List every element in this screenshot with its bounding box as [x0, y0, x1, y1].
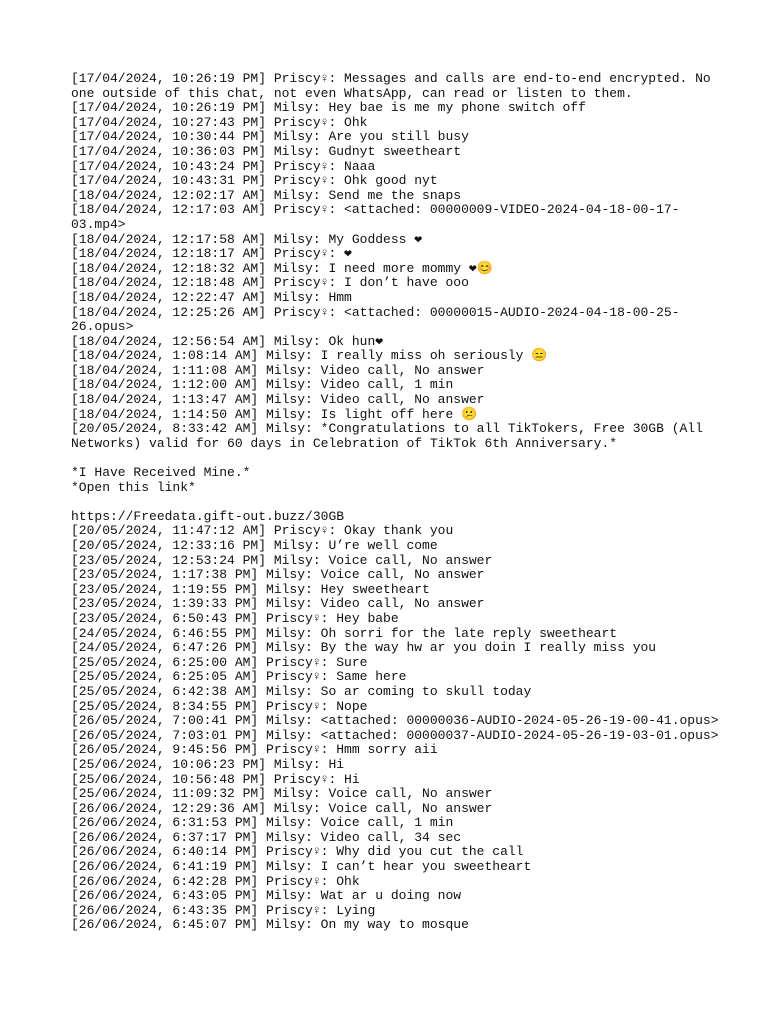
transcript-line: [18/04/2024, 1:13:47 AM] Milsy: Video call, No answer	[71, 392, 485, 408]
transcript-line: *I Have Received Mine.*	[71, 465, 251, 481]
transcript-line: [25/05/2024, 6:25:05 AM] Priscy♀: Same here	[71, 669, 407, 685]
transcript-line: [18/04/2024, 12:17:58 AM] Milsy: My Goddess ❤	[71, 231, 423, 247]
transcript-line: [20/05/2024, 11:47:12 AM] Priscy♀: Okay thank you	[71, 523, 454, 539]
transcript-line: [17/04/2024, 10:30:44 PM] Milsy: Are you still busy	[71, 129, 469, 145]
transcript-line: [18/04/2024, 12:18:48 AM] Priscy♀: I don’t have ooo	[71, 275, 469, 291]
transcript-line: [18/04/2024, 1:14:50 AM] Milsy: Is light off here 😕	[71, 406, 478, 422]
transcript-line: [26/05/2024, 7:03:01 PM] Milsy: <attached: 00000037-AUDIO-2024-05-26-19-03-01.opus>	[71, 727, 719, 743]
transcript-line: 26.opus>	[71, 319, 134, 335]
transcript-line: [23/05/2024, 6:50:43 PM] Priscy♀: Hey babe	[71, 610, 399, 626]
transcript-line: [18/04/2024, 1:11:08 AM] Milsy: Video call, No answer	[71, 362, 485, 378]
transcript-line: [18/04/2024, 1:08:14 AM] Milsy: I really miss oh seriously 😑	[71, 348, 548, 364]
transcript-line: [17/04/2024, 10:26:19 PM] Priscy♀: Messages and calls are end-to-end encrypted. No	[71, 71, 711, 86]
transcript-line: [17/04/2024, 10:27:43 PM] Priscy♀: Ohk	[71, 114, 368, 130]
transcript-line: [26/06/2024, 6:43:35 PM] Priscy♀: Lying	[71, 902, 376, 918]
transcript-line: *Open this link*	[71, 479, 196, 495]
blank-line	[71, 495, 711, 510]
transcript-line: https://Freedata.gift-out.buzz/30GB	[71, 508, 345, 524]
transcript-line: [26/06/2024, 6:42:28 PM] Priscy♀: Ohk	[71, 873, 360, 889]
transcript-line: 03.mp4>	[71, 216, 126, 232]
transcript-line: [26/06/2024, 6:40:14 PM] Priscy♀: Why did you cut the call	[71, 844, 524, 860]
transcript-line: [26/06/2024, 6:37:17 PM] Milsy: Video call, 34 sec	[71, 829, 462, 845]
transcript-line: [25/05/2024, 6:25:00 AM] Priscy♀: Sure	[71, 654, 368, 670]
transcript-line: [23/05/2024, 1:39:33 PM] Milsy: Video call, No answer	[71, 596, 485, 612]
transcript-line: [18/04/2024, 12:56:54 AM] Milsy: Ok hun❤	[71, 333, 384, 349]
transcript-line: Networks) valid for 60 days in Celebration of TikTok 6th Anniversary.*	[71, 435, 618, 451]
transcript-line: [26/06/2024, 6:31:53 PM] Milsy: Voice call, 1 min	[71, 815, 454, 831]
transcript-line: [24/05/2024, 6:46:55 PM] Milsy: Oh sorri for the late reply sweetheart	[71, 625, 618, 641]
transcript-line: [25/06/2024, 10:06:23 PM] Milsy: Hi	[71, 756, 345, 772]
transcript-line: [23/05/2024, 1:17:38 PM] Milsy: Voice call, No answer	[71, 567, 485, 583]
transcript-line: [20/05/2024, 12:33:16 PM] Milsy: U’re well come	[71, 538, 438, 553]
transcript-line: [18/04/2024, 12:18:32 AM] Milsy: I need more mommy ❤😊	[71, 260, 493, 276]
transcript-line: [25/06/2024, 11:09:32 PM] Milsy: Voice call, No answer	[71, 786, 493, 802]
transcript-line: [18/04/2024, 1:12:00 AM] Milsy: Video call, 1 min	[71, 377, 454, 393]
transcript-line: [26/06/2024, 6:45:07 PM] Milsy: On my way to mosque	[71, 917, 469, 933]
transcript-line: [17/04/2024, 10:26:19 PM] Milsy: Hey bae is me my phone switch off	[71, 100, 586, 116]
transcript-line: [18/04/2024, 12:18:17 AM] Priscy♀: ❤	[71, 246, 352, 262]
transcript-line: [25/05/2024, 8:34:55 PM] Priscy♀: Nope	[71, 698, 368, 714]
transcript-line: [20/05/2024, 8:33:42 AM] Milsy: *Congratulations to all TikTokers, Free 30GB (All	[71, 421, 703, 437]
blank-line	[71, 451, 711, 466]
transcript-line: [18/04/2024, 12:02:17 AM] Milsy: Send me the snaps	[71, 187, 462, 203]
transcript-line: [18/04/2024, 12:17:03 AM] Priscy♀: <attached: 00000009-VIDEO-2024-04-18-00-17-	[71, 202, 680, 218]
transcript-line: [26/05/2024, 9:45:56 PM] Priscy♀: Hmm sorry aii	[71, 742, 438, 758]
transcript-line: [17/04/2024, 10:36:03 PM] Milsy: Gudnyt sweetheart	[71, 143, 462, 159]
transcript-line: [25/06/2024, 10:56:48 PM] Priscy♀: Hi	[71, 771, 360, 787]
transcript-line: [23/05/2024, 12:53:24 PM] Milsy: Voice call, No answer	[71, 552, 493, 568]
transcript-line: [18/04/2024, 12:25:26 AM] Priscy♀: <attached: 00000015-AUDIO-2024-04-18-00-25-	[71, 304, 680, 320]
transcript-line: [26/05/2024, 7:00:41 PM] Milsy: <attached: 00000036-AUDIO-2024-05-26-19-00-41.opus>	[71, 713, 719, 729]
transcript-line: [26/06/2024, 6:41:19 PM] Milsy: I can’t hear you sweetheart	[71, 859, 532, 875]
transcript-line: [25/05/2024, 6:42:38 AM] Milsy: So ar coming to skull today	[71, 683, 532, 699]
chat-transcript	[71, 71, 719, 933]
transcript-line: [17/04/2024, 10:43:31 PM] Priscy♀: Ohk good nyt	[71, 173, 438, 189]
transcript-line: [17/04/2024, 10:43:24 PM] Priscy♀: Naaa	[71, 158, 376, 174]
transcript-line: one outside of this chat, not even WhatsApp, can read or listen to them.	[71, 85, 633, 101]
transcript-line: [26/06/2024, 12:29:36 AM] Milsy: Voice call, No answer	[71, 800, 493, 816]
transcript-line: [23/05/2024, 1:19:55 PM] Milsy: Hey sweetheart	[71, 581, 430, 597]
transcript-line: [24/05/2024, 6:47:26 PM] Milsy: By the way hw ar you doin I really miss you	[71, 640, 657, 656]
transcript-line: [18/04/2024, 12:22:47 AM] Milsy: Hmm	[71, 289, 352, 305]
transcript-line: [26/06/2024, 6:43:05 PM] Milsy: Wat ar u doing now	[71, 888, 462, 904]
